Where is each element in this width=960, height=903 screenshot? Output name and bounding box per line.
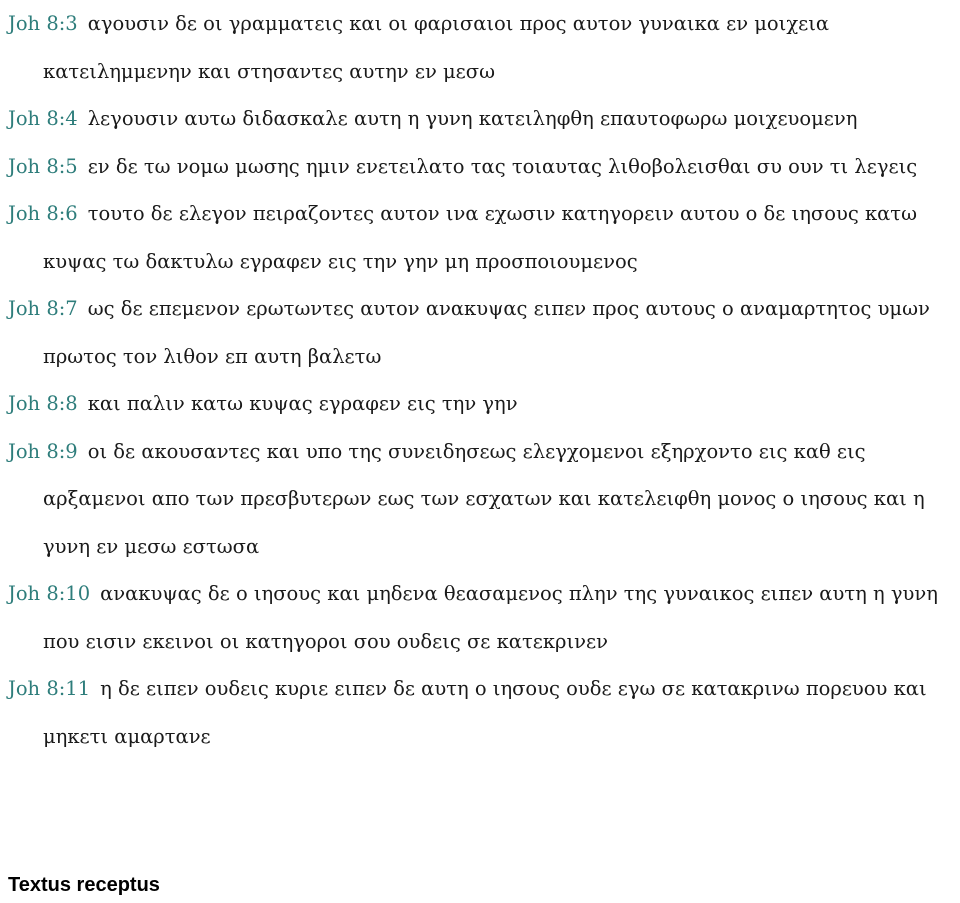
- verse-8-11: [8, 665, 956, 760]
- verse-text: οι δε ακουσαντες και υπο της συνειδησεως ελεγχομενοι εξηρχοντο εις καθ εις αρξαμενοι απο των πρεσβυτερων εως των εσχατων και κατελειφθη μονος ο ιησους και η γυνη εν μεσω εστωσα: [43, 439, 925, 558]
- verse-text: τουτο δε ελεγον πειραζοντες αυτον ινα εχωσιν κατηγορειν αυτου ο δε ιησους κατω κυψας τω δακτυλω εγραφεν εις την γην μη προσποιουμενος: [43, 202, 917, 273]
- verse-8-4: [8, 95, 956, 143]
- verse-ref: Joh 8:3: [8, 12, 78, 35]
- verse-ref: Joh 8:8: [8, 392, 78, 415]
- verse-text: και παλιν κατω κυψας εγραφεν εις την γην: [87, 392, 518, 415]
- verse-ref: Joh 8:11: [8, 677, 91, 700]
- verse-text: ως δε επεμενον ερωτωντες αυτον ανακυψας ειπεν προς αυτους ο αναμαρτητος υμων πρωτος τον λιθον επ αυτη βαλετω: [43, 297, 930, 368]
- verse-ref: Joh 8:7: [8, 297, 78, 320]
- verse-ref: Joh 8:10: [8, 582, 91, 605]
- verse-8-7: [8, 285, 956, 380]
- verse-text: εν δε τω νομω μωσης ημιν ενετειλατο τας τοιαυτας λιθοβολεισθαι συ ουν τι λεγεις: [87, 154, 918, 178]
- source-label: Textus receptus: [8, 874, 160, 896]
- verse-8-5: [8, 143, 956, 191]
- verse-ref: Joh 8:5: [8, 154, 78, 178]
- verse-8-6: [8, 190, 956, 285]
- verse-text: αγουσιν δε οι γραμματεις και οι φαρισαιοι προς αυτον γυναικα εν μοιχεια κατειλημμενην και στησαντες αυτην εν μεσω: [43, 12, 830, 83]
- verse-text: ανακυψας δε ο ιησους και μηδενα θεασαμενος πλην της γυναικος ειπεν αυτη η γυνη που εισιν εκεινοι οι κατηγοροι σου ουδεις σε κατεκρινεν: [43, 582, 938, 653]
- verse-8-10: [8, 570, 956, 665]
- verse-ref: Joh 8:9: [8, 439, 78, 463]
- verse-8-9: [8, 428, 956, 571]
- verse-text: λεγουσιν αυτω διδασκαλε αυτη η γυνη κατειληφθη επαυτοφωρω μοιχευομενη: [87, 107, 858, 130]
- verse-8-8: [8, 380, 956, 428]
- verse-ref: Joh 8:4: [8, 107, 78, 130]
- verse-list: [8, 0, 956, 760]
- verse-text: η δε ειπεν ουδεις κυριε ειπεν δε αυτη ο ιησους ουδε εγω σε κατακρινω πορευου και μηκετι αμαρτανε: [43, 677, 927, 748]
- verse-8-3: [8, 0, 956, 95]
- verse-ref: Joh 8:6: [8, 202, 78, 225]
